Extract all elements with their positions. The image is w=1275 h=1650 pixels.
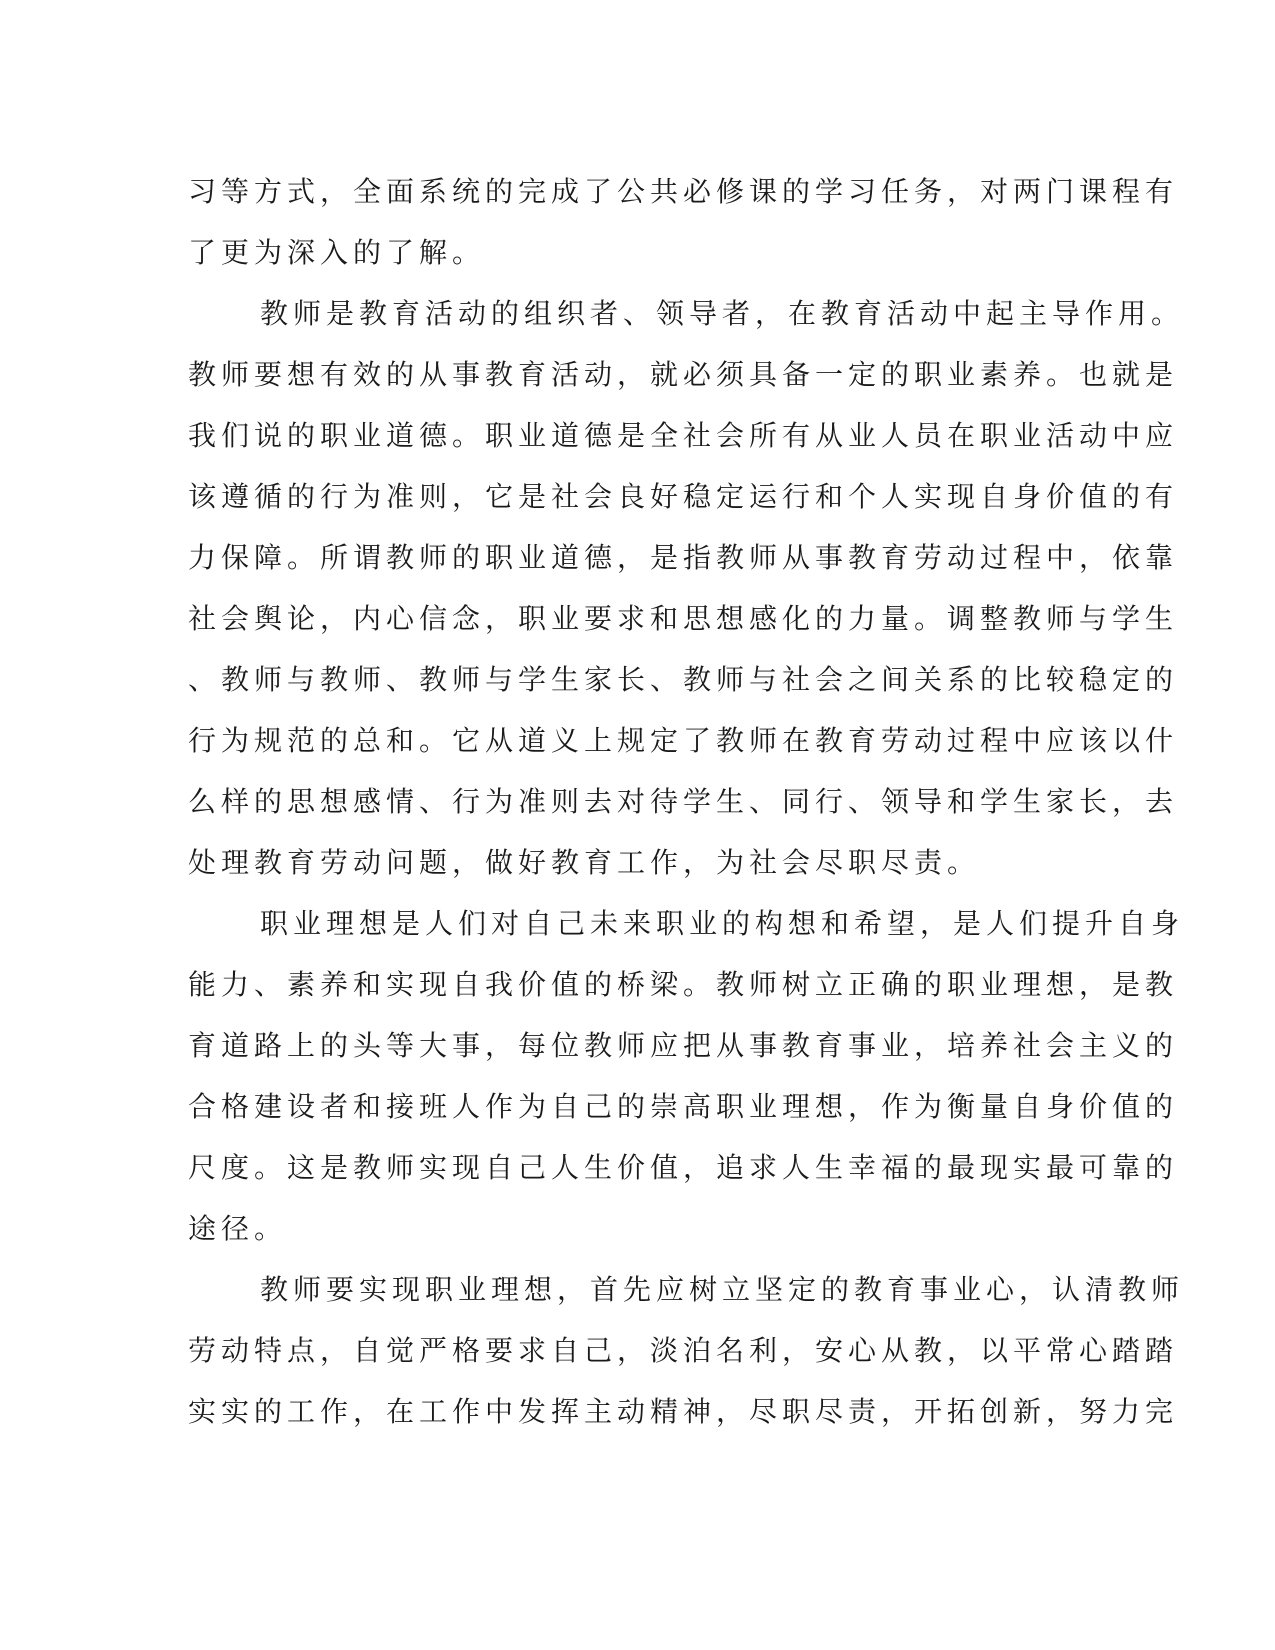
text-line: 了更为深入的了解。 xyxy=(188,236,486,269)
text-line: 我们说的职业道德。职业道德是全社会所有从业人员在职业活动中应 xyxy=(188,419,1179,452)
text-line: 处理教育劳动问题，做好教育工作，为社会尽职尽责。 xyxy=(188,846,981,879)
paragraph-start-line: 职业理想是人们对自己未来职业的构想和希望，是人们提升自身 xyxy=(260,907,1185,940)
text-line: 育道路上的头等大事，每位教师应把从事教育事业，培养社会主义的 xyxy=(188,1029,1179,1062)
text-line: 劳动特点，自觉严格要求自己，淡泊名利，安心从教，以平常心踏踏 xyxy=(188,1334,1179,1367)
paragraph-start-line: 教师要实现职业理想，首先应树立坚定的教育事业心，认清教师 xyxy=(260,1273,1185,1306)
text-line: 能力、素养和实现自我价值的桥梁。教师树立正确的职业理想，是教 xyxy=(188,968,1179,1001)
text-line: 合格建设者和接班人作为自己的崇高职业理想，作为衡量自身价值的 xyxy=(188,1090,1179,1123)
text-line: 该遵循的行为准则，它是社会良好稳定运行和个人实现自身价值的有 xyxy=(188,480,1179,513)
document-body xyxy=(188,161,1185,1442)
text-line: 教师要想有效的从事教育活动，就必须具备一定的职业素养。也就是 xyxy=(188,358,1179,391)
text-line: 实实的工作，在工作中发挥主动精神，尽职尽责，开拓创新，努力完 xyxy=(188,1395,1179,1428)
text-line: 力保障。所谓教师的职业道德，是指教师从事教育劳动过程中，依靠 xyxy=(188,541,1179,574)
text-line: 么样的思想感情、行为准则去对待学生、同行、领导和学生家长，去 xyxy=(188,785,1179,818)
text-line: 行为规范的总和。它从道义上规定了教师在教育劳动过程中应该以什 xyxy=(188,724,1179,757)
text-line: 途径。 xyxy=(188,1212,288,1245)
text-line: 尺度。这是教师实现自己人生价值，追求人生幸福的最现实最可靠的 xyxy=(188,1151,1179,1184)
text-line: 社会舆论，内心信念，职业要求和思想感化的力量。调整教师与学生 xyxy=(188,602,1179,635)
paragraph-start-line: 教师是教育活动的组织者、领导者，在教育活动中起主导作用。 xyxy=(260,297,1185,330)
text-line: 习等方式，全面系统的完成了公共必修课的学习任务，对两门课程有 xyxy=(188,175,1179,208)
text-line: 、教师与教师、教师与学生家长、教师与社会之间关系的比较稳定的 xyxy=(188,663,1179,696)
